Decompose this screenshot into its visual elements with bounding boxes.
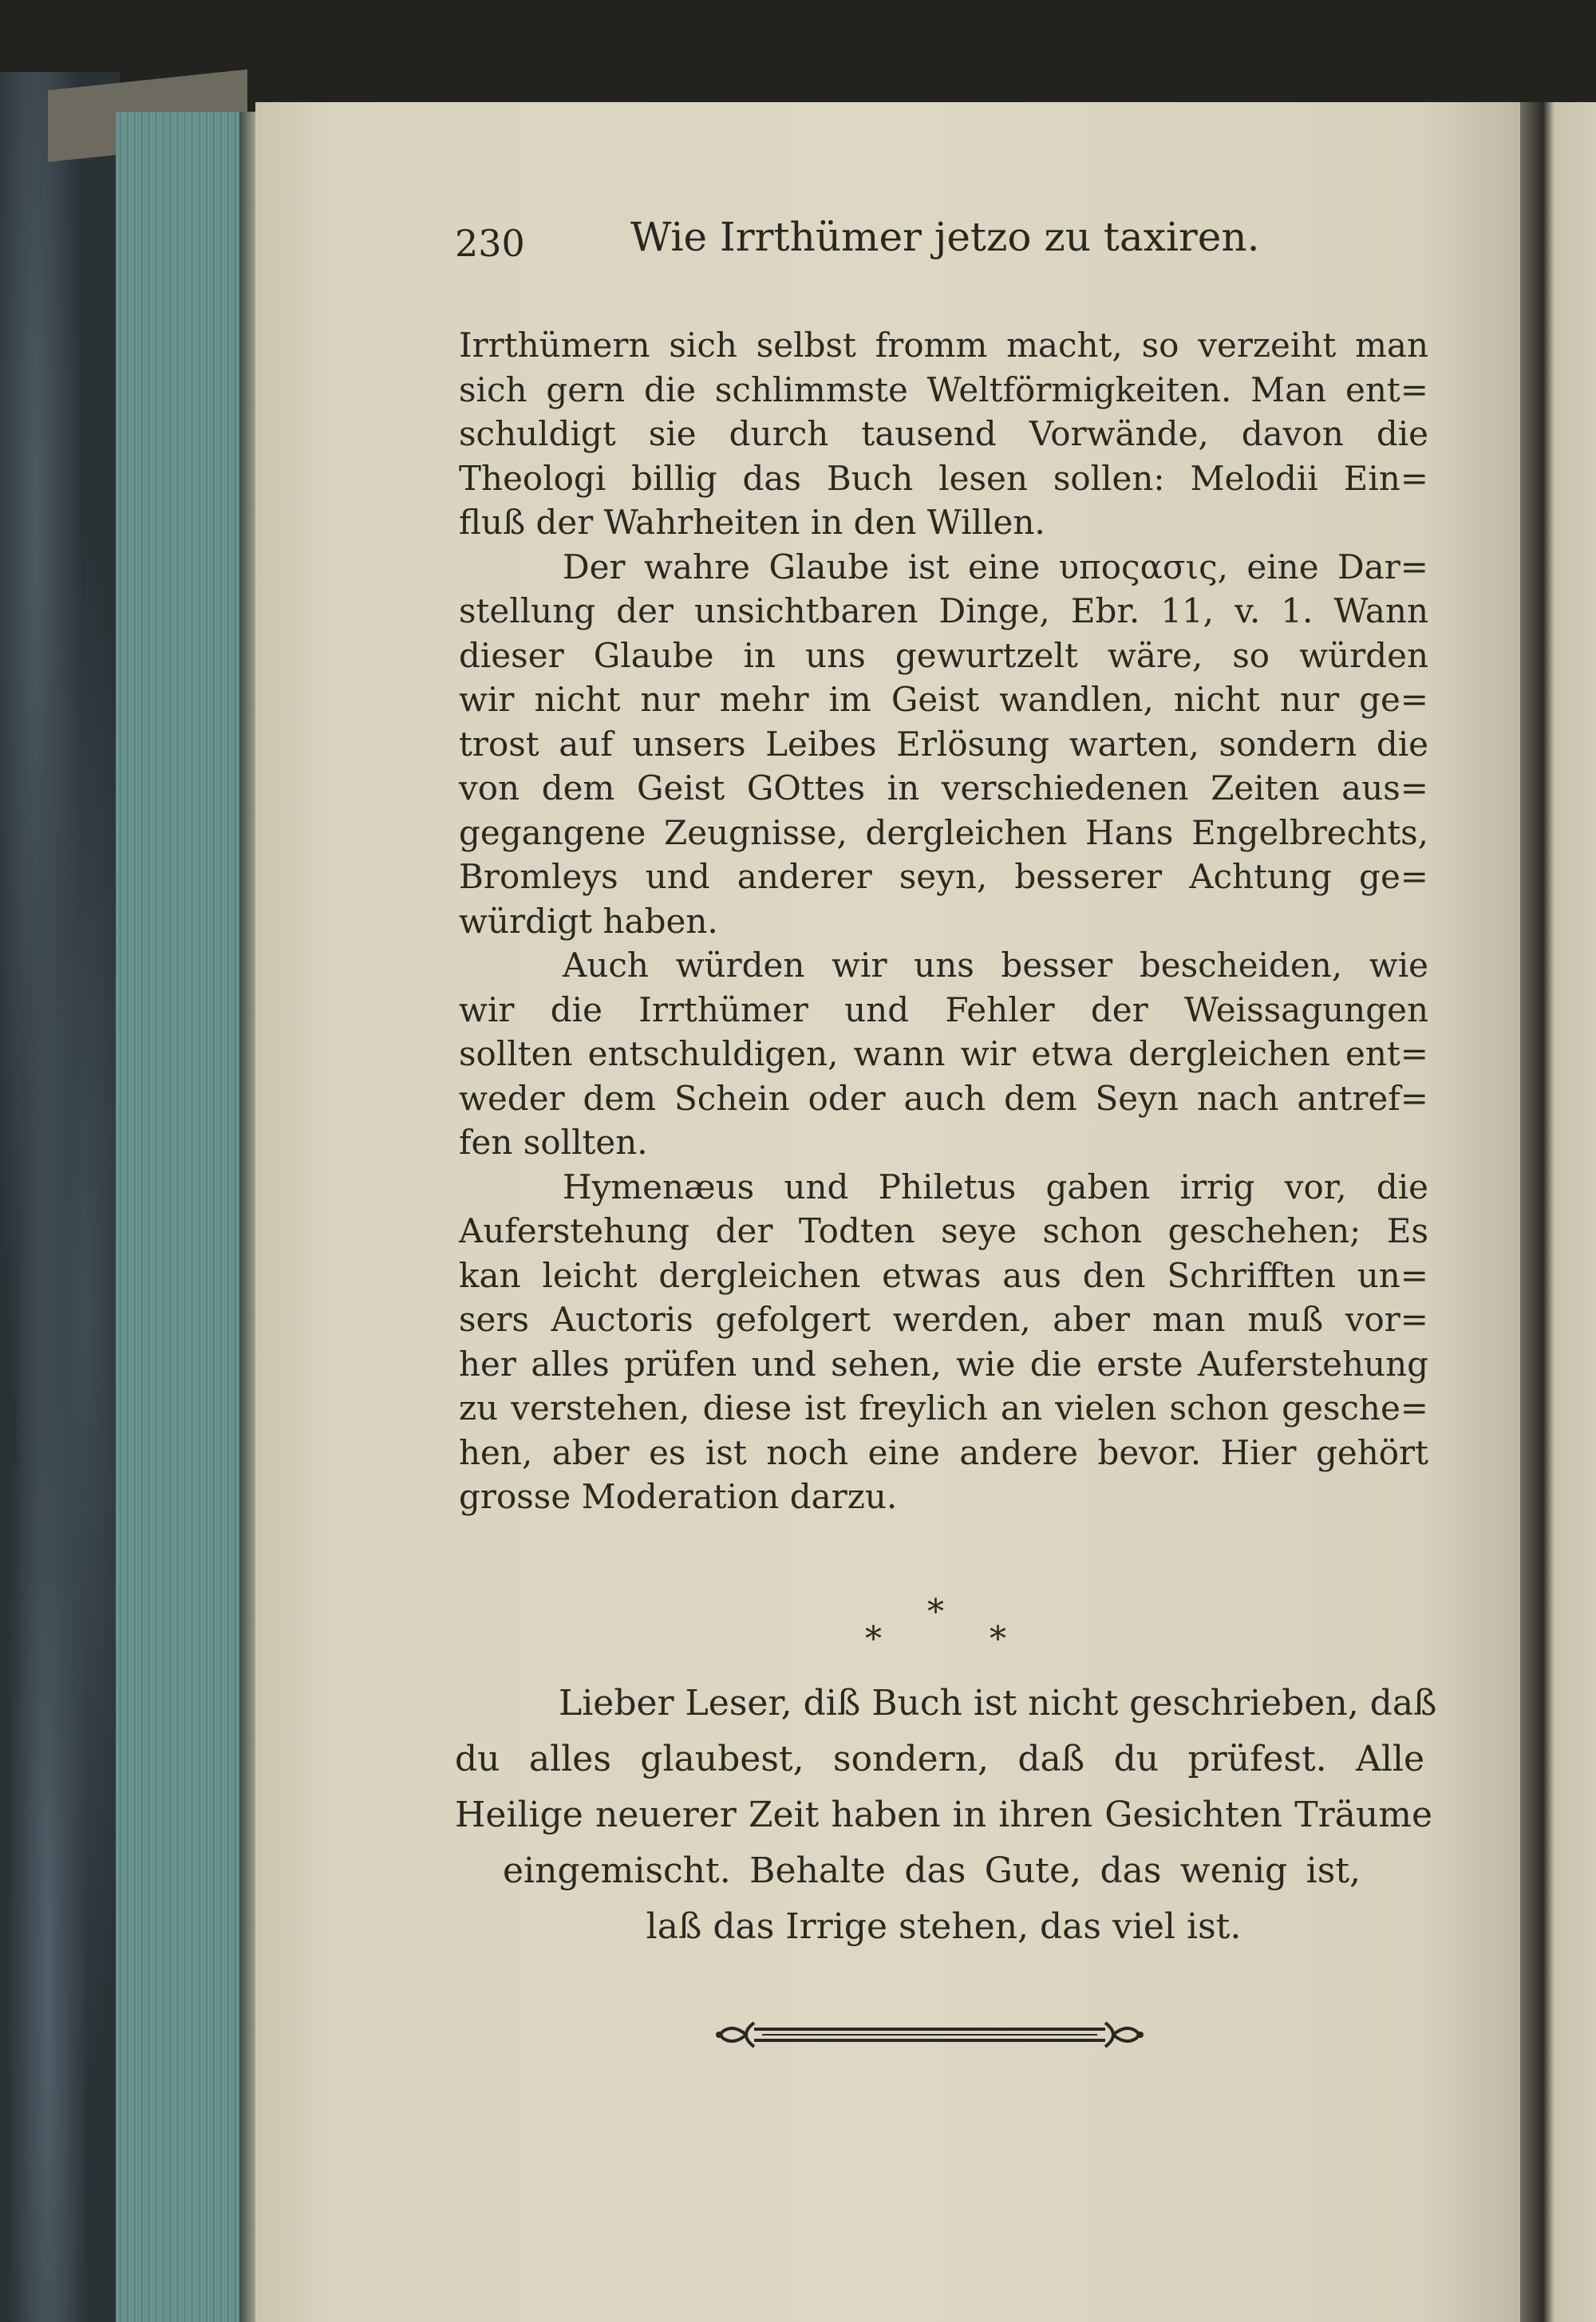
book-gutter: [1520, 102, 1596, 2322]
text-line: kan leicht dergleichen etwas aus den Schrifften un=: [459, 1255, 1428, 1295]
closing-line: Heilige neuerer Zeit haben in ihren Gesichten Träume: [455, 1795, 1432, 1835]
page-edges: [116, 112, 255, 2322]
text-line: von dem Geist GOttes in verschiedenen Zeiten aus=: [459, 768, 1428, 808]
text-line: sers Auctoris gefolgert werden, aber man muß vor=: [459, 1300, 1428, 1339]
star-left: *: [865, 1619, 882, 1658]
text-line: weder dem Schein oder auch dem Seyn nach antref=: [459, 1078, 1428, 1118]
text-line: Hymenæus und Philetus gaben irrig vor, die: [563, 1167, 1428, 1206]
text-line: Theologi billig das Buch lesen sollen: Melodii Ein=: [459, 458, 1428, 498]
body-text: [459, 323, 1428, 1519]
text-line: schuldigt sie durch tausend Vorwände, davon die: [459, 414, 1428, 453]
closing-line: eingemischt. Behalte das Gute, das wenig ist,: [503, 1850, 1361, 1891]
closing-line: du alles glaubest, sondern, daß du prüfest. Alle: [455, 1739, 1424, 1779]
text-line: trost auf unsers Leibes Erlösung warten, sondern die: [459, 724, 1428, 764]
text-line: dieser Glaube in uns gewurtzelt wäre, so würden: [459, 635, 1428, 675]
marbled-cover: [0, 72, 120, 2322]
star-top: *: [927, 1592, 944, 1631]
text-line: hen, aber es ist noch eine andere bevor. Hier gehört: [459, 1432, 1428, 1472]
text-line: grosse Moderation darzu.: [459, 1477, 898, 1516]
star-separator: [862, 1592, 1021, 1656]
closing-note: [455, 1676, 1437, 1955]
running-title: Wie Irrthümer jetzo zu taxiren.: [630, 214, 1260, 260]
text-line: Auferstehung der Todten seye schon geschehen; Es: [459, 1211, 1428, 1250]
page-number: 230: [455, 222, 525, 265]
text-line: wir die Irrthümer und Fehler der Weissagungen: [459, 989, 1428, 1029]
star-right: *: [990, 1619, 1006, 1658]
text-line: wir nicht nur mehr im Geist wandlen, nicht nur ge=: [459, 680, 1428, 719]
text-line: gegangene Zeugnisse, dergleichen Hans Engelbrechts,: [459, 812, 1428, 852]
text-line: Bromleys und anderer seyn, besserer Achtung ge=: [459, 857, 1428, 896]
closing-line: laß das Irrige stehen, das viel ist.: [646, 1906, 1242, 1947]
text-line: fen sollten.: [459, 1123, 648, 1162]
text-line: sollten entschuldigen, wann wir etwa dergleichen ent=: [459, 1034, 1428, 1073]
text-line: her alles prüfen und sehen, wie die erste Auferstehung: [459, 1344, 1428, 1384]
text-line: fluß der Wahrheiten in den Willen.: [459, 503, 1045, 542]
text-line: stellung der unsichtbaren Dinge, Ebr. 11, v. 1. Wann: [459, 591, 1428, 630]
end-ornament-icon: [714, 2015, 1145, 2055]
closing-line: Lieber Leser, diß Buch ist nicht geschrieben, daß: [559, 1683, 1437, 1724]
text-line: Irrthümern sich selbst fromm macht, so verzeiht man: [459, 326, 1428, 365]
text-line: Auch würden wir uns besser bescheiden, wie: [563, 946, 1428, 985]
text-line: Der wahre Glaube ist eine υποςασις, eine Dar=: [563, 547, 1428, 586]
text-line: sich gern die schlimmste Weltförmigkeiten. Man ent=: [459, 369, 1428, 409]
text-line: würdigt haben.: [459, 901, 718, 941]
text-line: zu verstehen, diese ist freylich an vielen schon gesche=: [459, 1388, 1428, 1428]
